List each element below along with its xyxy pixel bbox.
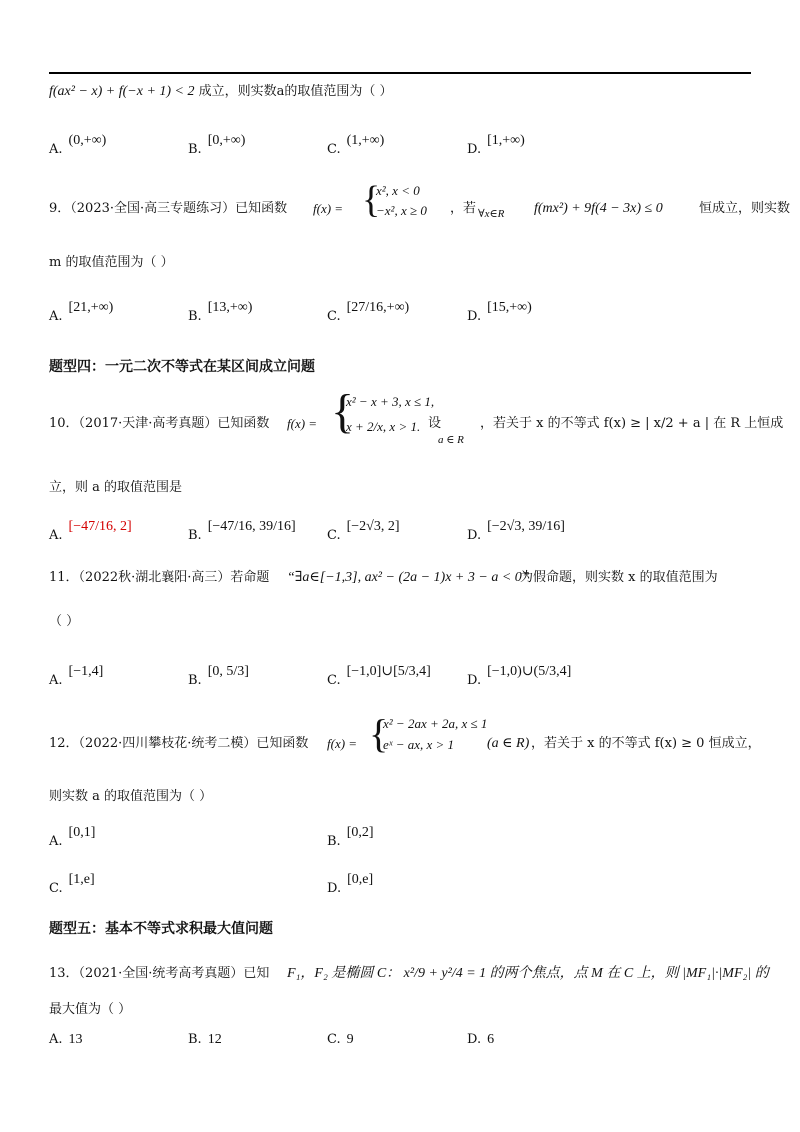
q10-brace: { [331,385,355,438]
q12-option-a[interactable]: A.[0,1] [49,825,96,849]
q13-option-c[interactable]: C. 9 [327,1032,354,1047]
q9-piece1: x², x < 0 [376,183,420,198]
q12-line2: 则实数 a 的取值范围为（ ） [49,789,213,804]
q9-mid: ，若 [450,201,477,216]
q10-piece2: x + 2/x, x > 1. [346,419,421,434]
q10-line2: 立，则 a 的取值范围是 [49,480,183,495]
q12-piece1: x² − 2ax + 2a, x ≤ 1 [383,716,488,731]
q9-piece2: −x², x ≥ 0 [376,203,427,218]
q13-text: F₁，F₂ 是椭圆 C： x²/9 + y²/4 = 1 的两个焦点，点 M 在 C 上，则 |MF₁|·|MF₂| 的 [287,966,769,981]
q13-option-d[interactable]: D. 6 [467,1032,495,1047]
q9-option-d[interactable]: D.[15,+∞) [467,300,532,324]
q13-prefix: 13．（2021·全国·统考高考真题）已知 [49,966,270,981]
section-heading-5: 题型五：基本不等式求积最大值问题 [49,921,273,937]
q12-piece2: eˣ − ax, x > 1 [383,737,455,752]
q11-option-c[interactable]: C.[−1,0]∪[5/3,4] [327,664,431,688]
q8-option-d[interactable]: D.[1,+∞) [467,133,525,157]
q8-stem [49,82,393,102]
q10-aset: a ∈ R [438,434,464,446]
q9-option-b[interactable]: B.[13,+∞) [188,300,253,324]
q9-brace: { [362,179,381,221]
q8-text: 成立，则实数a的取值范围为（ ） [198,84,393,99]
q9-option-a[interactable]: A.[21,+∞) [49,300,114,324]
q9-line2: m 的取值范围为（ ） [49,255,174,270]
q12-aset: (a ∈ R) [487,736,530,751]
q11-proposition: “∃a∈[−1,3], ax² − (2a − 1)x + 3 − a < 0” [287,570,530,585]
header-rule [49,72,751,74]
q12-brace: { [369,711,389,756]
q11-suffix: 为假命题，则实数 x 的取值范围为 [520,570,718,585]
q10-option-b[interactable]: B.[−47/16, 39/16] [188,519,296,543]
q11-option-d[interactable]: D.[−1,0)∪(5/3,4] [467,664,572,688]
q8-option-c[interactable]: C.(1,+∞) [327,133,385,157]
q10-option-a[interactable]: A.[−47/16, 2] [49,519,132,543]
q10-prefix: 10．（2017·天津·高考真题）已知函数 [49,416,270,431]
q9-fname: f(x) = [313,201,344,216]
q11-prefix: 11．（2022秋·湖北襄阳·高三）若命题 [49,570,270,585]
q13-option-b[interactable]: B. 12 [188,1032,222,1047]
q11-option-a[interactable]: A.[−1,4] [49,664,104,688]
q12-option-b[interactable]: B.[0,2] [327,825,374,849]
q12-cond: ，若关于 x 的不等式 f(x) ≥ 0 恒成立， [531,736,761,751]
q10-mid: 设 [428,416,442,431]
q12-option-d[interactable]: D.[0,e] [327,872,374,896]
q8-formula: f(ax² − x) + f(−x + 1) < 2 [49,84,195,99]
q10-option-d[interactable]: D.[−2√3, 39/16] [467,519,565,543]
q9-forall: ∀x∈R [478,208,505,220]
q10-cond: ，若关于 x 的不等式 f(x) ≥ | x/2 + a | 在 R 上恒成 [480,416,784,431]
q12-fname: f(x) = [327,736,358,751]
q9-suffix: 恒成立，则实数 [699,201,791,216]
q10-piece1: x² − x + 3, x ≤ 1, [346,394,435,409]
q13-line2: 最大值为（ ） [49,1002,132,1017]
q12-prefix: 12．（2022·四川攀枝花·统考二模）已知函数 [49,736,309,751]
q8-option-a[interactable]: A.(0,+∞) [49,133,107,157]
section-heading-4: 题型四：一元二次不等式在某区间成立问题 [49,359,315,375]
q8-option-b[interactable]: B.[0,+∞) [188,133,246,157]
q10-option-c[interactable]: C.[−2√3, 2] [327,519,400,543]
q9-option-c[interactable]: C.[27/16,+∞) [327,300,410,324]
q10-fname: f(x) = [287,416,318,431]
q11-line2: （ ） [49,614,80,629]
q12-option-c[interactable]: C.[1,e] [49,872,95,896]
q9-prefix: 9．（2023·全国·高三专题练习）已知函数 [49,201,288,216]
q11-option-b[interactable]: B.[0, 5/3] [188,664,249,688]
q13-option-a[interactable]: A. 13 [49,1032,83,1047]
q9-ineq: f(mx²) + 9f(4 − 3x) ≤ 0 [534,201,663,216]
